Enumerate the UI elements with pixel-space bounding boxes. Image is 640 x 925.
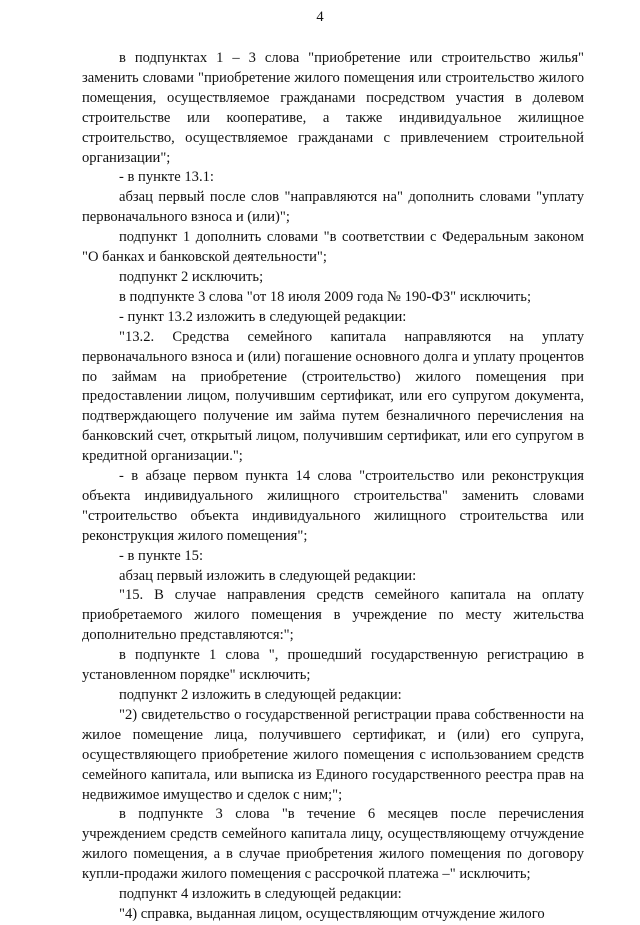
paragraph: подпункт 4 изложить в следующей редакции: xyxy=(119,886,402,903)
paragraph: подпункт 2 исключить; xyxy=(119,268,264,285)
paragraph: - пункт 13.2 изложить в следующей редакции: xyxy=(119,308,407,325)
paragraph: в подпунктах 1 – 3 слова "приобретение или строительство жилья" заменить словами "приобретение жилого помещения или строительство жилого помещения, осуществляемое гражданами посредством участия в долевом строительстве или кооперативе, а также индивидуальное жилищное строительство, осуществляемое гражданами с привлечением строительной организации"; xyxy=(82,50,584,166)
paragraph: в подпункте 1 слова ", прошедший государственную регистрацию в установленном порядке" исключить; xyxy=(82,647,584,684)
paragraph: "13.2. Средства семейного капитала направляются на уплату первоначального взноса и (или) погашение основного долга и уплату процентов по займам на приобретение (строительство) жилого помещения при предоставлении лицом, получившим сертификат, или его супругом документа, подтверждающего получение им займа путем безналичного перечисления на банковский счет, открытый лицом, получившим сертификат, или его супругом в кредитной организации."; xyxy=(82,328,584,465)
paragraph: "4) справка, выданная лицом, осуществляющим отчуждение жилого xyxy=(119,905,545,922)
paragraph: - в абзаце первом пункта 14 слова "строительство или реконструкция объекта индивидуального жилищного строительства" заменить словами "строительство объекта индивидуального жилищного строительства или реконструкция жилого помещения"; xyxy=(82,468,584,544)
paragraph: абзац первый изложить в следующей редакции: xyxy=(119,567,417,584)
paragraph: в подпункте 3 слова "в течение 6 месяцев после перечисления учреждением средств семейного капитала лицу, осуществляющему отчуждение жилого помещения, а в случае приобретения жилого помещения по договору купли-продажи жилого помещения с рассрочкой платежа –" исключить; xyxy=(82,806,584,883)
paragraph: "2) свидетельство о государственной регистрации права собственности на жилое помещение лица, получившего сертификат, и (или) его супруга, осуществляющего приобретение жилого помещения с использованием средств семейного капитала, или выписка из Единого государственного реестра прав на недвижимое имущество и сделок с ним;"; xyxy=(82,706,584,803)
paragraph: в подпункте 3 слова "от 18 июля 2009 года № 190-ФЗ" исключить; xyxy=(119,288,532,305)
paragraph: "15. В случае направления средств семейного капитала на оплату приобретаемого жилого помещения в учреждение по месту жительства дополнительно представляются:"; xyxy=(82,587,584,644)
paragraph: - в пункте 13.1: xyxy=(119,169,214,186)
paragraph: подпункт 2 изложить в следующей редакции: xyxy=(119,687,402,703)
paragraph: - в пункте 15: xyxy=(119,547,204,564)
paragraph: подпункт 1 дополнить словами "в соответствии с Федеральным законом "О банках и банковской деятельности"; xyxy=(82,229,584,266)
document-body xyxy=(82,49,584,925)
page-number: 4 xyxy=(316,9,324,25)
paragraph: абзац первый после слов "направляются на" дополнить словами "уплату первоначального взноса и (или)"; xyxy=(82,189,584,226)
